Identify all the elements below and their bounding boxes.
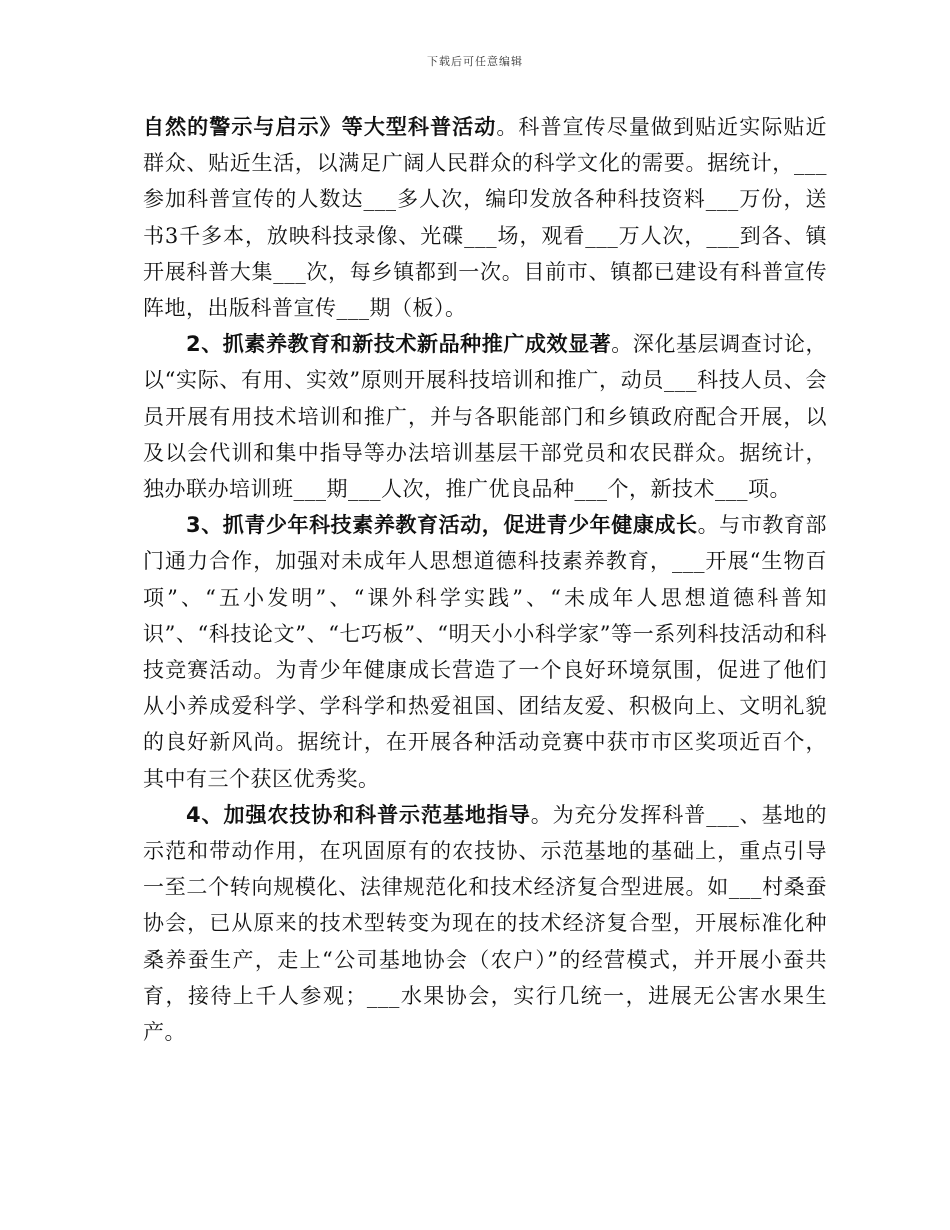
paragraph-item-2 [143, 326, 827, 507]
paragraph-continuation [143, 109, 827, 326]
paragraph-heading: 2、抓素养教育和新技术新品种推广成效显著 [186, 332, 612, 357]
paragraph-heading: 3、抓青少年科技素养教育活动，促进青少年健康成长 [186, 513, 698, 538]
paragraph-item-3 [143, 507, 827, 797]
page-header-note: 下载后可任意编辑 [427, 55, 523, 68]
paragraph-text: 。为充分发挥科普___、基地的示范和带动作用，在巩固原有的农技协、示范基地的基础上，重点引导一至二个转向规模化、法律规范化和技术经济复合型进展。如___村桑蚕协会，已从原来的技术型转变为现在的技术经济复合型，开展标准化种桑养蚕生产，走上“公司基地协会（农户）”的经营模式，并开展小蚕共育，接待上千人参观；___水果协会，实行几统一，进展无公害水果生产。 [143, 802, 827, 1045]
paragraph-item-4 [143, 797, 827, 1050]
paragraph-heading: 4、加强农技协和科普示范基地指导 [186, 802, 531, 827]
paragraph-text: 。科普宣传尽量做到贴近实际贴近群众、贴近生活，以满足广阔人民群众的科学文化的需要。据统计，___参加科普宣传的人数达___多人次，编印发放各种科技资料___万份，送书3千多本，放映科技录像、光碟___场，观看___万人次，___到各、镇开展科普大集___次，每乡镇都到一次。目前市、镇都已建设有科普宣传阵地，出版科普宣传___期（板）。 [143, 115, 828, 321]
paragraph-text: 。与市教育部门通力合作，加强对未成年人思想道德科技素养教育，___开展“生物百项”、“五小发明”、“课外科学实践”、“未成年人思想道德科普知识”、“科技论文”、“七巧板”、“明天小小科学家”等一系列科技活动和科技竞赛活动。为青少年健康成长营造了一个良好环境氛围，促进了他们从小养成爱科学、学科学和热爱祖国、团结友爱、积极向上、文明礼貌的良好新风尚。据统计，在开展各种活动竞赛中获市市区奖项近百个，其中有三个获区优秀奖。 [143, 513, 827, 791]
paragraph-heading: 自然的警示与启示》等大型科普活动 [143, 115, 497, 139]
paragraph-text: 。深化基层调查讨论，以“实际、有用、实效”原则开展科技培训和推广，动员___科技人员、会员开展有用技术培训和推广，并与各职能部门和乡镇政府配合开展，以及以会代训和集中指导等办法培训基层干部党员和农民群众。据统计，独办联办培训班___期___人次，推广优良品种___个，新技术___项。 [143, 332, 827, 502]
document-body [143, 109, 827, 1050]
